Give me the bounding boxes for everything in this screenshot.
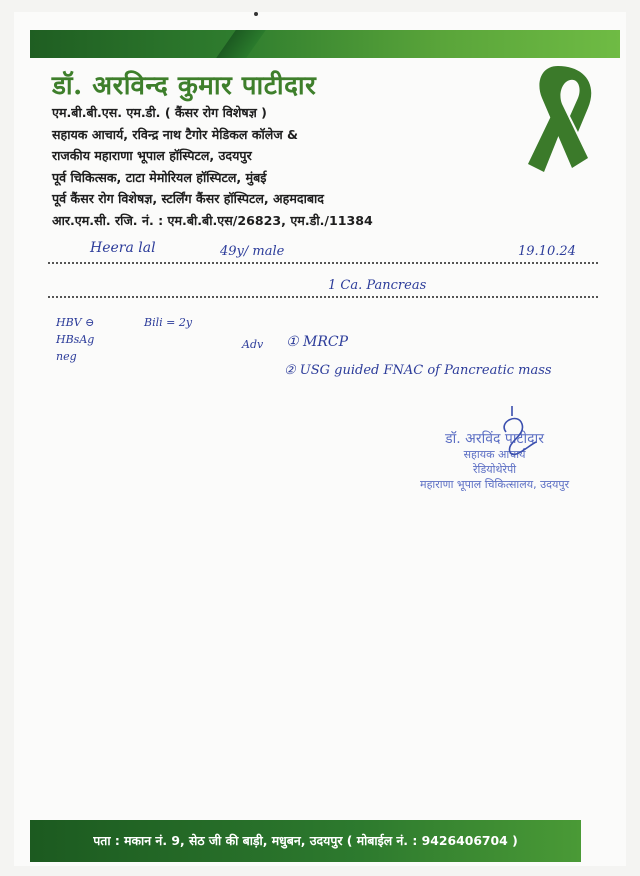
history-line: HBsAg (56, 333, 95, 346)
advice-item: ① MRCP (286, 334, 349, 350)
header-band (30, 30, 620, 58)
footer-address: पता : मकान नं. 9, सेठ जी की बाड़ी, मधुबन, उदयपुर ( मोबाईल नं. : 9426406704 ) (93, 833, 518, 848)
prescription-date: 19.10.24 (518, 244, 576, 259)
stamp-hospital: महाराणा भूपाल चिकित्सालय, उदयपुर (420, 478, 570, 491)
diagnosis-line (48, 296, 598, 298)
patient-line (48, 262, 598, 264)
credential-line: पूर्व चिकित्सक, टाटा मेमोरियल हॉस्पिटल, मुंबई (52, 169, 267, 185)
lab-value: Bili = 2y (144, 316, 193, 329)
patient-age-sex: 49y/ male (220, 244, 285, 259)
history-line: neg (56, 350, 77, 363)
credential-line: आर.एम.सी. रजि. नं. : एम.बी.बी.एस/26823, एम.डी./11384 (52, 212, 373, 228)
credential-line: राजकीय महाराणा भूपाल हॉस्पिटल, उदयपुर (52, 148, 252, 163)
punch-mark (254, 12, 258, 16)
history-line: HBV ⊖ (56, 316, 95, 329)
patient-name: Heera lal (90, 240, 156, 256)
credential-line: पूर्व कैंसर रोग विशेषज्ञ, स्टर्लिंग कैंसर हॉस्पिटल, अहमदाबाद (52, 191, 324, 206)
diagnosis: 1 Ca. Pancreas (328, 278, 427, 293)
advice-item: ② USG guided FNAC of Pancreatic mass (284, 363, 552, 378)
advice-label: Adv (242, 338, 264, 351)
doctor-name: डॉ. अरविन्द कुमार पाटीदार (52, 71, 317, 101)
stamp-name: डॉ. अरविंद पाटीदार (445, 431, 544, 447)
credential-line: सहायक आचार्य, रविन्द्र नाथ टैगोर मेडिकल कॉलेज & (52, 126, 299, 142)
cancer-ribbon-icon (512, 58, 604, 178)
footer-band (30, 820, 581, 862)
stamp-title: सहायक आचार्य (463, 448, 526, 461)
doctor-credentials (52, 102, 373, 231)
credential-line: एम.बी.बी.एस. एम.डी. ( कैंसर रोग विशेषज्ञ ) (52, 105, 267, 120)
signature-mark (476, 402, 556, 464)
stamp-dept: रेडियोथेरेपी (473, 463, 517, 476)
history-notes (56, 314, 94, 365)
